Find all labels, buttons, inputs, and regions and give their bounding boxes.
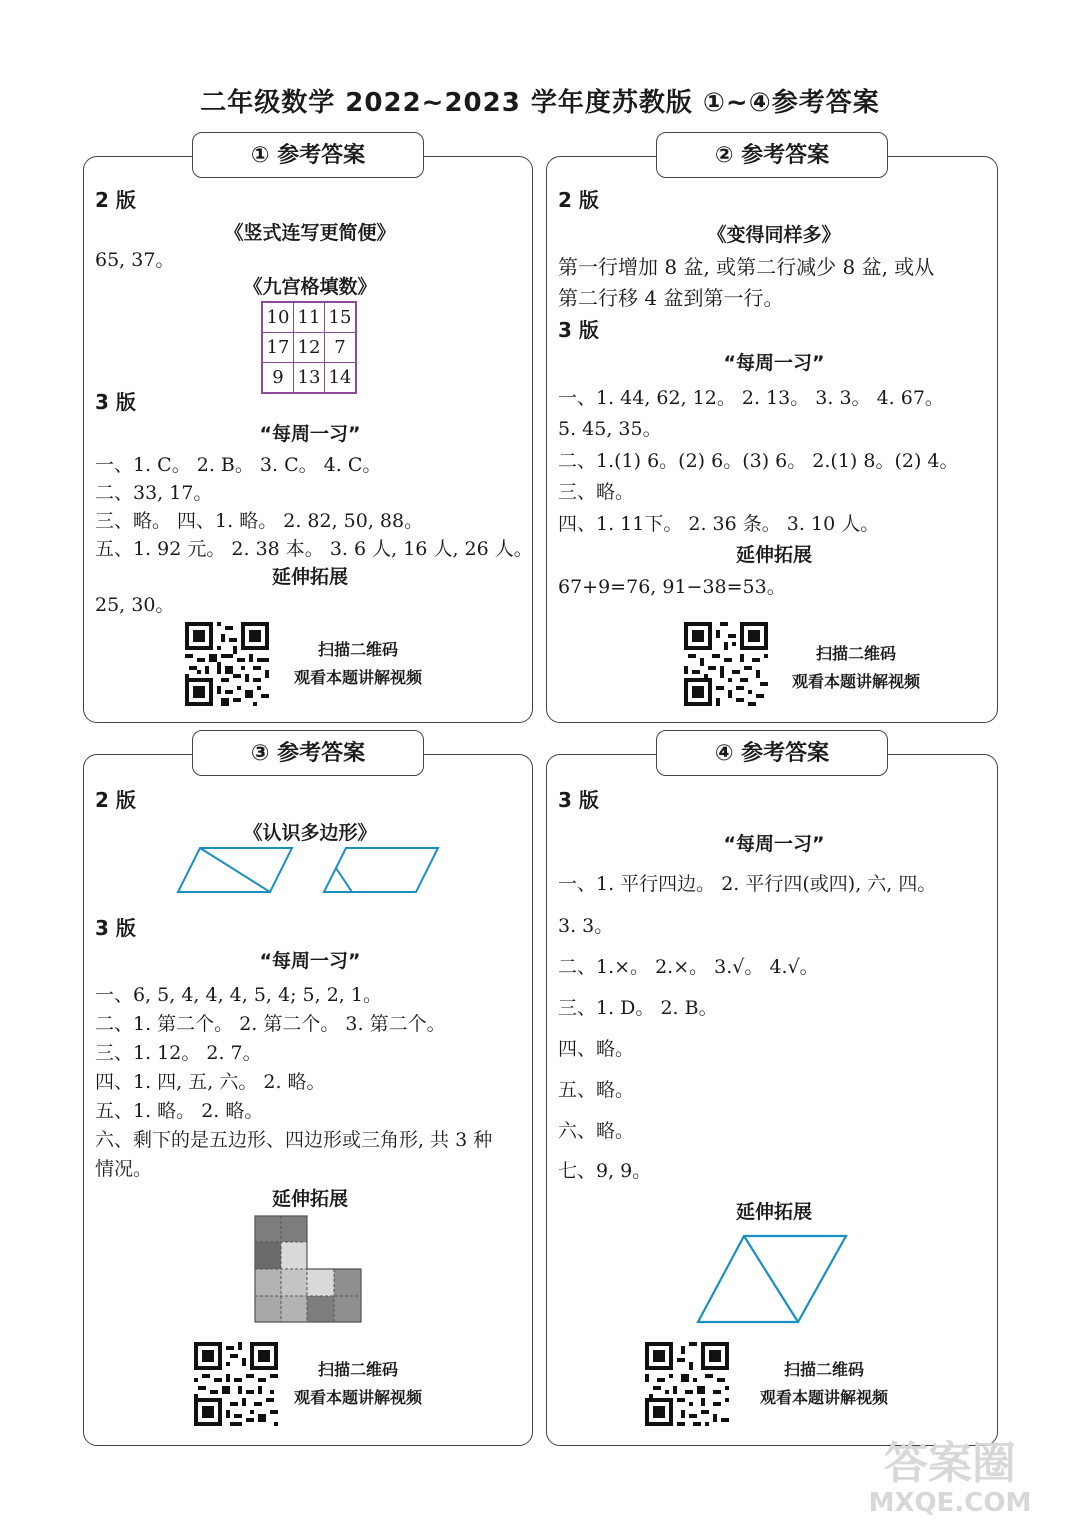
panel-2-extension-answer: 67+9=76, 91−38=53。 [558,576,786,598]
qr-caption-line2: 观看本题讲解视频 [293,668,422,687]
panel-1-q3: 三、略。 四、1. 略。 2. 82, 50, 88。 [95,510,424,532]
panel-1-q2: 二、33, 17。 [95,482,213,504]
triangle-divider [744,1236,798,1322]
panel-4-q5: 五、略。 [558,1079,635,1101]
panel-4-q3: 三、1. D。 2. B。 [558,997,718,1019]
panel-4-edition-3: 3 版 [558,788,599,812]
parallelogram-cut [336,868,352,892]
grid-row [262,333,356,363]
panel-1-section-title: 《竖式连写更简便》 [224,222,396,244]
panel-2-edition-2: 2 版 [558,188,599,212]
qr-caption-line2: 观看本题讲解视频 [791,672,920,691]
panel-4-content [558,754,990,1439]
panel-2-answer-line1: 第一行增加 8 盆, 或第二行减少 8 盆, 或从 [558,255,935,279]
panel-2-weekly-title: “每周一习” [723,352,825,374]
parallelogram-shape [324,848,438,892]
qr-code-icon[interactable] [185,622,269,706]
panel-4-weekly-title: “每周一习” [723,833,825,855]
panel-3-qr-caption [278,1356,438,1412]
panel-2-q1-5: 5. 45, 35。 [558,418,662,440]
grid-row [262,302,356,333]
panel-1-extension-answer: 25, 30。 [95,594,175,616]
panel-4-q1-3: 3. 3。 [558,915,614,937]
panel-1-edition-3: 3 版 [95,390,136,414]
panel-3-q4: 四、1. 四, 五, 六。 2. 略。 [95,1071,326,1093]
qr-caption-line2: 观看本题讲解视频 [293,1388,422,1407]
parallelogram-figures [170,840,450,900]
triangle-figure [694,1232,854,1326]
panel-3-extension-title: 延伸拓展 [271,1188,348,1210]
watermark-logo-text: 答案圈 [884,1438,1016,1489]
panel-2-edition-3: 3 版 [558,318,599,342]
panel-1-weekly-title: “每周一习” [259,423,361,445]
panel-2-q2: 二、1.(1) 6。(2) 6。(3) 6。 2.(1) 8。(2) 4。 [558,450,959,472]
panel-4-qr-caption [744,1356,904,1412]
grid-cell: 15 [325,302,357,333]
panel-4-q7: 七、9, 9。 [558,1160,652,1182]
grid-cell: 17 [262,333,294,363]
grid-cell: 10 [262,302,294,333]
panel-4-extension-title: 延伸拓展 [735,1201,812,1223]
panel-2-answer-line2: 第二行移 4 盆到第一行。 [558,286,784,310]
panel-1-qr-caption [278,636,438,692]
qr-caption-line2: 观看本题讲解视频 [759,1388,888,1407]
panel-2-q1: 一、1. 44, 62, 12。 2. 13。 3. 3。 4. 67。 [558,387,944,409]
grid-cell: 7 [325,333,357,363]
panel-1-grid-title: 《九宫格填数》 [243,276,377,298]
grid-cell: 13 [294,363,325,394]
panel-4-q2: 二、1.×。 2.×。 3.√。 4.√。 [558,956,819,978]
panel-1-content [95,156,533,716]
panel-2-q4: 四、1. 11下。 2. 36 条。 3. 10 人。 [558,513,880,535]
panel-1-q5: 五、1. 92 元。 2. 38 本。 3. 6 人, 16 人, 26 人。 [95,538,533,560]
qr-code-icon[interactable] [194,1342,278,1426]
panel-1-tab: ① 参考答案 [192,132,424,178]
grid-cell: 14 [325,363,357,394]
qr-caption-line1: 扫描二维码 [783,1360,864,1379]
panel-1-edition-2: 2 版 [95,188,136,212]
watermark [850,1440,1050,1518]
panel-2-qr-caption [776,640,936,696]
panel-3-weekly-title: “每周一习” [259,950,361,972]
watermark-url: MXQE.COM [868,1488,1032,1518]
panel-3-tab: ③ 参考答案 [192,730,424,776]
panel-3-section-title: 《认识多边形》 [243,822,377,844]
panel-4-q4: 四、略。 [558,1038,635,1060]
qr-code-icon[interactable] [684,622,768,706]
panel-2-content [558,156,990,716]
panel-3-edition-2: 2 版 [95,788,136,812]
panel-3-q3: 三、1. 12。 2. 7。 [95,1042,262,1064]
panel-2-q3: 三、略。 [558,481,635,503]
panel-4-q1: 一、1. 平行四边。 2. 平行四(或四), 六, 四。 [558,873,937,895]
panel-3-q2: 二、1. 第二个。 2. 第二个。 3. 第二个。 [95,1013,446,1035]
grid-cell: 11 [294,302,325,333]
panel-3-q1: 一、6, 5, 4, 4, 4, 5, 4; 5, 2, 1。 [95,984,382,1006]
panel-1-extension-title: 延伸拓展 [271,566,348,588]
grid-cell: 12 [294,333,325,363]
shaded-grid-figure [253,1214,363,1324]
qr-code-icon[interactable] [645,1342,729,1426]
panel-2-tab: ② 参考答案 [656,132,888,178]
panel-1-answer: 65, 37。 [95,249,175,271]
qr-caption-line1: 扫描二维码 [815,644,896,663]
nine-grid [261,301,357,394]
panel-3-q6-line2: 情况。 [95,1158,153,1180]
panel-1-q1: 一、1. C。 2. B。 3. C。 4. C。 [95,454,382,476]
panel-3-q5: 五、1. 略。 2. 略。 [95,1100,264,1122]
panel-2-extension-title: 延伸拓展 [735,544,812,566]
panel-3-q6-line1: 六、剩下的是五边形、四边形或三角形, 共 3 种 [95,1129,493,1151]
grid-cell: 9 [262,363,294,394]
panel-3-edition-3: 3 版 [95,916,136,940]
page-title: 二年级数学 2022~2023 学年度苏教版 ①~④参考答案 [200,88,880,118]
panel-4-q6: 六、略。 [558,1120,635,1142]
qr-caption-line1: 扫描二维码 [317,1360,398,1379]
qr-caption-line1: 扫描二维码 [317,640,398,659]
parallelogram-diagonal [200,848,270,892]
panel-2-section-title: 《变得同样多》 [707,224,841,246]
panel-4-tab: ④ 参考答案 [656,730,888,776]
